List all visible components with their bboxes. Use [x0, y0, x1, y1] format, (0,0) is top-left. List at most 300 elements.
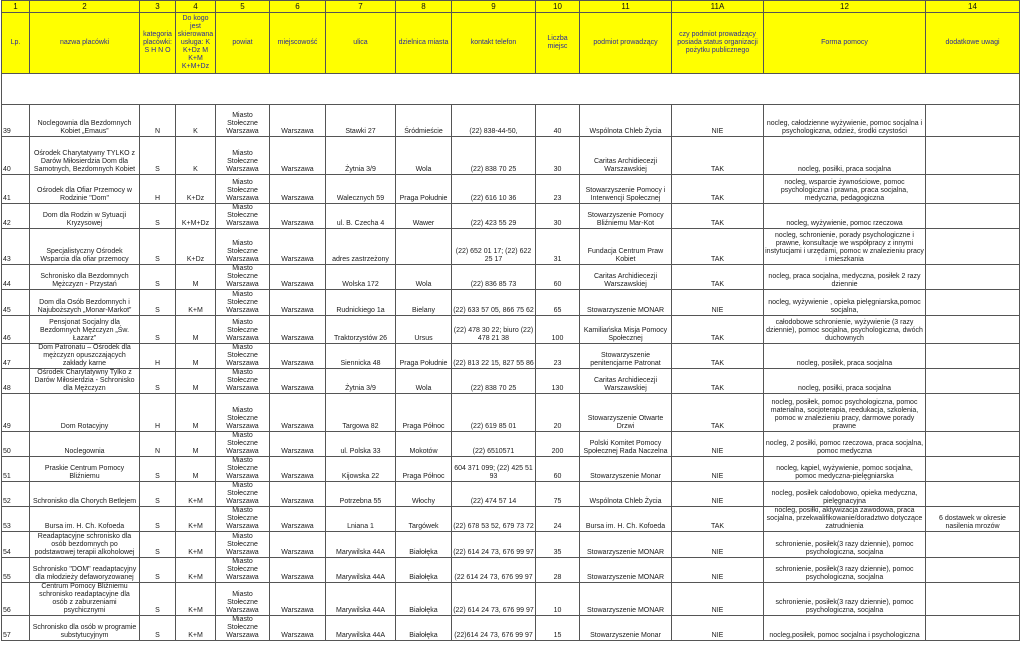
row-miejscowosc: Warszawa [270, 105, 326, 137]
row-lp: 53 [2, 507, 30, 532]
row-nazwa: Noclegownia dla Bezdomnych Kobiet „Emaus” [30, 105, 140, 137]
row-liczba: 24 [536, 507, 580, 532]
row-ulica: Rudnickiego 1a [326, 290, 396, 316]
row-miejscowosc: Warszawa [270, 344, 326, 369]
row-podmiot: Stowarzyszenie Monar [580, 457, 672, 482]
row-lp: 46 [2, 316, 30, 344]
row-uwagi [926, 265, 1020, 290]
row-nazwa: Ośrodek dla Ofiar Przemocy w Rodzinie "Dom" [30, 175, 140, 204]
row-ulica: Żytnia 3/9 [326, 137, 396, 175]
table-row [2, 532, 1020, 558]
row-nazwa: Schronisko dla osób w programie substytucyjnym [30, 616, 140, 641]
row-telefon: (22) 838 70 25 [452, 369, 536, 394]
row-liczba: 60 [536, 457, 580, 482]
row-forma: nocleg, posiłek całodobowo, opieka medyczna, pielęgnacyjna [764, 482, 926, 507]
row-opp: TAK [672, 507, 764, 532]
table-row [2, 265, 1020, 290]
row-telefon: (22)614 24 73, 676 99 97 [452, 616, 536, 641]
row-liczba: 200 [536, 432, 580, 457]
row-nazwa: Noclegownia [30, 432, 140, 457]
row-nazwa: Schronisko dla Chorych Betlejem [30, 482, 140, 507]
row-ulica: Targowa 82 [326, 394, 396, 432]
row-uwagi [926, 558, 1020, 583]
row-powiat: Miasto Stołeczne Warszawa [216, 532, 270, 558]
table-row [2, 105, 1020, 137]
row-kategoria: S [140, 457, 176, 482]
table-row [2, 583, 1020, 616]
row-opp: NIE [672, 432, 764, 457]
row-do-kogo: K+M [176, 290, 216, 316]
row-kategoria: S [140, 616, 176, 641]
row-forma: nocleg, posiłki, aktywizacja zawodowa, praca socjalna, przekwalifikowanie/doradztwo dotyczące zatrudnienia [764, 507, 926, 532]
row-liczba: 30 [536, 137, 580, 175]
row-do-kogo: M [176, 265, 216, 290]
row-opp: TAK [672, 394, 764, 432]
row-dzielnica: Praga Południe [396, 175, 452, 204]
row-forma: nocleg, posiłek, pomoc psychologiczna, pomoc materialna, socjoterapia, reedukacja, szkolenia, pomoc w znalezieniu pracy, darmowe porady prawne [764, 394, 926, 432]
row-opp: TAK [672, 175, 764, 204]
row-dzielnica: Targówek [396, 507, 452, 532]
row-powiat: Miasto Stołeczne Warszawa [216, 616, 270, 641]
row-do-kogo: M [176, 369, 216, 394]
row-miejscowosc: Warszawa [270, 137, 326, 175]
row-miejscowosc: Warszawa [270, 558, 326, 583]
row-do-kogo: M [176, 432, 216, 457]
row-podmiot: Stowarzyszenie Pomocy i Interwencji Społecznej [580, 175, 672, 204]
row-powiat: Miasto Stołeczne Warszawa [216, 394, 270, 432]
row-telefon: (22) 838 70 25 [452, 137, 536, 175]
row-telefon: (22) 474 57 14 [452, 482, 536, 507]
row-podmiot: Stowarzyszenie MONAR [580, 532, 672, 558]
row-telefon: (22) 836 85 73 [452, 265, 536, 290]
row-lp: 48 [2, 369, 30, 394]
row-forma: schronienie, posiłek(3 razy dziennie), pomoc psychologiczna, socjalna [764, 532, 926, 558]
row-ulica: Siennicka 48 [326, 344, 396, 369]
row-forma: nocleg, praca socjalna, medyczna, posiłek 2 razy dziennie [764, 265, 926, 290]
header-lp: Lp. [2, 13, 30, 74]
row-kategoria: N [140, 105, 176, 137]
row-lp: 45 [2, 290, 30, 316]
row-nazwa: Specjalistyczny Ośrodek Wsparcia dla ofiar przemocy [30, 229, 140, 265]
column-number-row [2, 1, 1020, 13]
row-dzielnica: Bielany [396, 290, 452, 316]
row-miejscowosc: Warszawa [270, 175, 326, 204]
row-ulica: Lniana 1 [326, 507, 396, 532]
row-telefon: (22) 813 22 15, 827 55 86 [452, 344, 536, 369]
row-ulica: Marywilska 44A [326, 616, 396, 641]
table-row [2, 204, 1020, 229]
row-miejscowosc: Warszawa [270, 616, 326, 641]
row-ulica: ul. B. Czecha 4 [326, 204, 396, 229]
row-telefon: (22) 423 55 29 [452, 204, 536, 229]
header-ulica: ulica [326, 13, 396, 74]
row-miejscowosc: Warszawa [270, 316, 326, 344]
row-podmiot: Stowarzyszenie MONAR [580, 290, 672, 316]
row-ulica: Walecznych 59 [326, 175, 396, 204]
row-liczba: 65 [536, 290, 580, 316]
row-do-kogo: M [176, 344, 216, 369]
row-forma: nocleg, posiłek, praca socjalna [764, 344, 926, 369]
row-dzielnica: Białołęka [396, 616, 452, 641]
row-nazwa: Dom dla Osób Bezdomnych i Najuboższych „Monar-Markot” [30, 290, 140, 316]
row-telefon: (22) 616 10 36 [452, 175, 536, 204]
row-nazwa: Dom Rotacyjny [30, 394, 140, 432]
row-uwagi [926, 316, 1020, 344]
row-dzielnica: Praga Południe [396, 344, 452, 369]
row-dzielnica: Białołęka [396, 532, 452, 558]
row-forma: nocleg, schronienie, porady psychologiczne i prawne, konsultacje we współpracy z innymi instytucjami i urzędami, pomoc w znalezieniu pracy i mieszkania [764, 229, 926, 265]
row-uwagi [926, 105, 1020, 137]
row-liczba: 10 [536, 583, 580, 616]
row-telefon: 604 371 099; (22) 425 51 93 [452, 457, 536, 482]
row-podmiot: Caritas Archidiecezji Warszawskiej [580, 137, 672, 175]
row-uwagi [926, 532, 1020, 558]
row-powiat: Miasto Stołeczne Warszawa [216, 137, 270, 175]
row-nazwa: Ośrodek Charytatywny TYLKO z Darów Miłosierdzia Dom dla Samotnych, Bezdomnych Kobiet [30, 137, 140, 175]
row-ulica: Marywilska 44A [326, 532, 396, 558]
header-nazwa: nazwa placówki [30, 13, 140, 74]
table-row [2, 432, 1020, 457]
row-podmiot: Fundacja Centrum Praw Kobiet [580, 229, 672, 265]
row-opp: NIE [672, 616, 764, 641]
row-liczba: 30 [536, 204, 580, 229]
row-miejscowosc: Warszawa [270, 507, 326, 532]
row-telefon: (22) 838-44-50, [452, 105, 536, 137]
row-telefon: (22) 619 85 01 [452, 394, 536, 432]
row-podmiot: Caritas Archidiecezji Warszawskiej [580, 265, 672, 290]
row-forma: nocleg, wyżywienie , opieka pielęgniarska,pomoc socjalna, [764, 290, 926, 316]
row-miejscowosc: Warszawa [270, 394, 326, 432]
table-row [2, 482, 1020, 507]
row-miejscowosc: Warszawa [270, 369, 326, 394]
row-podmiot: Stowarzyszenie Monar [580, 616, 672, 641]
column-number: 11A [672, 1, 764, 13]
row-powiat: Miasto Stołeczne Warszawa [216, 265, 270, 290]
row-kategoria: S [140, 229, 176, 265]
row-kategoria: S [140, 204, 176, 229]
row-uwagi [926, 344, 1020, 369]
table-row [2, 457, 1020, 482]
row-dzielnica: Białołęka [396, 558, 452, 583]
row-do-kogo: K+M [176, 532, 216, 558]
row-powiat: Miasto Stołeczne Warszawa [216, 558, 270, 583]
row-ulica: Stawki 27 [326, 105, 396, 137]
header-miejscowosc: miejscowość [270, 13, 326, 74]
row-powiat: Miasto Stołeczne Warszawa [216, 507, 270, 532]
table-row [2, 616, 1020, 641]
row-ulica: Marywilska 44A [326, 558, 396, 583]
row-uwagi [926, 290, 1020, 316]
row-forma: schronienie, posiłek(3 razy dziennie), pomoc psychologiczna, socjalna [764, 558, 926, 583]
row-powiat: Miasto Stołeczne Warszawa [216, 105, 270, 137]
row-miejscowosc: Warszawa [270, 290, 326, 316]
table-row [2, 290, 1020, 316]
row-powiat: Miasto Stołeczne Warszawa [216, 290, 270, 316]
row-liczba: 60 [536, 265, 580, 290]
row-forma: nocleg, całodzienne wyżywienie, pomoc socjalna i psychologiczna, odzież, środki czystości [764, 105, 926, 137]
row-ulica: Marywilska 44A [326, 583, 396, 616]
row-podmiot: Bursa im. H. Ch. Kofoeda [580, 507, 672, 532]
row-liczba: 31 [536, 229, 580, 265]
row-liczba: 75 [536, 482, 580, 507]
row-miejscowosc: Warszawa [270, 457, 326, 482]
row-miejscowosc: Warszawa [270, 583, 326, 616]
row-liczba: 40 [536, 105, 580, 137]
row-do-kogo: K+M [176, 507, 216, 532]
column-number: 2 [30, 1, 140, 13]
row-do-kogo: M [176, 457, 216, 482]
row-liczba: 23 [536, 175, 580, 204]
row-lp: 50 [2, 432, 30, 457]
row-uwagi [926, 175, 1020, 204]
row-podmiot: Stowarzyszenie penitencjarne Patronat [580, 344, 672, 369]
row-podmiot: Caritas Archidiecezji Warszawskiej [580, 369, 672, 394]
row-powiat: Miasto Stołeczne Warszawa [216, 316, 270, 344]
row-nazwa: Ośrodek Charytatywny Tylko z Darów Miłosierdzia - Schronisko dla Mężczyzn [30, 369, 140, 394]
row-lp: 43 [2, 229, 30, 265]
row-kategoria: H [140, 175, 176, 204]
row-nazwa: Dom Patronatu – Ośrodek dla mężczyzn opuszczających zakłady karne [30, 344, 140, 369]
row-lp: 49 [2, 394, 30, 432]
row-lp: 44 [2, 265, 30, 290]
row-kategoria: S [140, 265, 176, 290]
row-lp: 40 [2, 137, 30, 175]
row-uwagi [926, 394, 1020, 432]
row-miejscowosc: Warszawa [270, 204, 326, 229]
header-do-kogo: Do kogo jest skierowana usługa: K K+Dz M K+M K+M+Dz [176, 13, 216, 74]
row-do-kogo: K+M [176, 558, 216, 583]
row-telefon: (22 614 24 73, 676 99 97 [452, 558, 536, 583]
table-row [2, 394, 1020, 432]
row-uwagi [926, 432, 1020, 457]
row-dzielnica: Włochy [396, 482, 452, 507]
row-forma: nocleg, wsparcie żywnościowe, pomoc psychologiczna i prawna, praca socjalna, medyczna, pedagogiczna [764, 175, 926, 204]
table-row [2, 507, 1020, 532]
row-liczba: 35 [536, 532, 580, 558]
row-forma: nocleg, kąpiel, wyżywienie, pomoc socjalna, pomoc medyczna-pielęgniarska [764, 457, 926, 482]
table-row [2, 344, 1020, 369]
row-powiat: Miasto Stołeczne Warszawa [216, 229, 270, 265]
row-nazwa: Centrum Pomocy Bliźniemu schronisko readaptacyjne dla osób z zaburzeniami psychicznymi [30, 583, 140, 616]
row-kategoria: S [140, 369, 176, 394]
row-dzielnica: Praga Północ [396, 457, 452, 482]
row-kategoria: N [140, 432, 176, 457]
row-do-kogo: K+M [176, 616, 216, 641]
row-uwagi [926, 583, 1020, 616]
table-row [2, 558, 1020, 583]
row-liczba: 20 [536, 394, 580, 432]
row-podmiot: Stowarzyszenie Pomocy Bliźniemu Mar-Kot [580, 204, 672, 229]
row-opp: NIE [672, 583, 764, 616]
row-lp: 55 [2, 558, 30, 583]
row-liczba: 100 [536, 316, 580, 344]
column-number: 3 [140, 1, 176, 13]
row-podmiot: Wspólnota Chleb Życia [580, 482, 672, 507]
row-ulica: Kijowska 22 [326, 457, 396, 482]
row-dzielnica: Mokotów [396, 432, 452, 457]
row-lp: 41 [2, 175, 30, 204]
column-number: 5 [216, 1, 270, 13]
row-uwagi: 6 dostawek w okresie nasilenia mrozów [926, 507, 1020, 532]
header-kategoria: kategoria placówki: S H N O [140, 13, 176, 74]
table-body [2, 105, 1020, 641]
row-podmiot: Stowarzyszenie Otwarte Drzwi [580, 394, 672, 432]
row-liczba: 15 [536, 616, 580, 641]
row-podmiot: Wspólnota Chleb Życia [580, 105, 672, 137]
row-uwagi [926, 229, 1020, 265]
row-nazwa: Schronisko dla Bezdomnych Mężczyzn - Przystań [30, 265, 140, 290]
row-opp: NIE [672, 532, 764, 558]
row-nazwa: Dom dla Rodzin w Sytuacji Kryzysowej [30, 204, 140, 229]
row-powiat: Miasto Stołeczne Warszawa [216, 432, 270, 457]
row-dzielnica [396, 229, 452, 265]
header-liczba: Liczba miejsc [536, 13, 580, 74]
row-kategoria: S [140, 290, 176, 316]
row-dzielnica: Wola [396, 369, 452, 394]
row-uwagi [926, 482, 1020, 507]
row-telefon: (22) 6510571 [452, 432, 536, 457]
column-number: 4 [176, 1, 216, 13]
row-powiat: Miasto Stołeczne Warszawa [216, 204, 270, 229]
row-lp: 57 [2, 616, 30, 641]
row-lp: 56 [2, 583, 30, 616]
row-miejscowosc: Warszawa [270, 432, 326, 457]
row-ulica: adres zastrzeżony [326, 229, 396, 265]
column-number: 9 [452, 1, 536, 13]
row-lp: 54 [2, 532, 30, 558]
row-podmiot: Kamiliańska Misja Pomocy Społecznej [580, 316, 672, 344]
row-opp: NIE [672, 482, 764, 507]
row-lp: 39 [2, 105, 30, 137]
row-nazwa: Pensjonat Socjalny dla Bezdomnych Mężczyzn „Św. Łazarz” [30, 316, 140, 344]
row-kategoria: S [140, 507, 176, 532]
row-uwagi [926, 369, 1020, 394]
table-row [2, 316, 1020, 344]
row-do-kogo: M [176, 316, 216, 344]
column-number: 1 [2, 1, 30, 13]
header-kontakt: kontakt telefon [452, 13, 536, 74]
row-forma: nocleg, 2 posiłki, pomoc rzeczowa, praca socjalna, pomoc medyczna [764, 432, 926, 457]
row-uwagi [926, 616, 1020, 641]
row-dzielnica: Praga Północ [396, 394, 452, 432]
column-number: 11 [580, 1, 672, 13]
row-opp: NIE [672, 558, 764, 583]
row-lp: 52 [2, 482, 30, 507]
row-ulica: Żytnia 3/9 [326, 369, 396, 394]
row-opp: TAK [672, 204, 764, 229]
header-row [2, 13, 1020, 74]
row-miejscowosc: Warszawa [270, 229, 326, 265]
row-powiat: Miasto Stołeczne Warszawa [216, 175, 270, 204]
row-liczba: 23 [536, 344, 580, 369]
row-podmiot: Polski Komitet Pomocy Społecznej Rada Naczelna [580, 432, 672, 457]
row-uwagi [926, 457, 1020, 482]
row-ulica: Potrzebna 55 [326, 482, 396, 507]
row-opp: NIE [672, 457, 764, 482]
row-powiat: Miasto Stołeczne Warszawa [216, 457, 270, 482]
row-liczba: 28 [536, 558, 580, 583]
row-forma: nocleg, posiłki, praca socjalna [764, 369, 926, 394]
row-kategoria: S [140, 137, 176, 175]
column-number: 12 [764, 1, 926, 13]
column-number: 10 [536, 1, 580, 13]
column-number: 6 [270, 1, 326, 13]
row-forma: całodobowe schronienie, wyżywienie (3 razy dziennie), pomoc socjalna, psychologiczna, dwóch duchownych [764, 316, 926, 344]
row-dzielnica: Białołęka [396, 583, 452, 616]
row-telefon: (22) 478 30 22; biuro (22) 478 21 38 [452, 316, 536, 344]
row-nazwa: Readaptacyjne schronisko dla osób bezdomnych po podstawowej terapii alkoholowej [30, 532, 140, 558]
row-kategoria: S [140, 558, 176, 583]
row-do-kogo: K [176, 137, 216, 175]
row-lp: 42 [2, 204, 30, 229]
row-powiat: Miasto Stołeczne Warszawa [216, 344, 270, 369]
row-opp: NIE [672, 105, 764, 137]
table-row [2, 175, 1020, 204]
row-opp: NIE [672, 290, 764, 316]
institutions-table [1, 0, 1020, 641]
table-row [2, 137, 1020, 175]
row-miejscowosc: Warszawa [270, 482, 326, 507]
row-ulica: ul. Polska 33 [326, 432, 396, 457]
header-dzielnica: dzielnica miasta [396, 13, 452, 74]
row-do-kogo: K+M [176, 583, 216, 616]
row-ulica: Wolska 172 [326, 265, 396, 290]
row-lp: 51 [2, 457, 30, 482]
row-lp: 47 [2, 344, 30, 369]
row-kategoria: H [140, 394, 176, 432]
row-forma: schronienie, posiłek(3 razy dziennie), pomoc psychologiczna, socjalna [764, 583, 926, 616]
row-opp: TAK [672, 369, 764, 394]
row-do-kogo: K+Dz [176, 175, 216, 204]
row-miejscowosc: Warszawa [270, 265, 326, 290]
column-number: 8 [396, 1, 452, 13]
row-do-kogo: K+Dz [176, 229, 216, 265]
column-number: 7 [326, 1, 396, 13]
row-opp: TAK [672, 265, 764, 290]
row-do-kogo: K+M+Dz [176, 204, 216, 229]
row-do-kogo: K+M [176, 482, 216, 507]
row-telefon: (22) 614 24 73, 676 99 97 [452, 532, 536, 558]
row-telefon: (22) 633 57 05, 866 75 62 [452, 290, 536, 316]
row-podmiot: Stowarzyszenie MONAR [580, 558, 672, 583]
header-uwagi: dodatkowe uwagi [926, 13, 1020, 74]
row-opp: TAK [672, 344, 764, 369]
row-nazwa: Schronisko "DOM" readaptacyjny dla młodzieży defaworyzowanej [30, 558, 140, 583]
row-dzielnica: Wola [396, 265, 452, 290]
table-row [2, 369, 1020, 394]
header-opp: czy podmiot prowadzący posiada status organizacji pożytku publicznego [672, 13, 764, 74]
row-opp: TAK [672, 137, 764, 175]
row-dzielnica: Ursus [396, 316, 452, 344]
header-forma: Forma pomocy [764, 13, 926, 74]
row-miejscowosc: Warszawa [270, 532, 326, 558]
row-forma: nocleg, wyżywienie, pomoc rzeczowa [764, 204, 926, 229]
header-powiat: powiat [216, 13, 270, 74]
row-dzielnica: Śródmieście [396, 105, 452, 137]
header-podmiot: podmiot prowadzący [580, 13, 672, 74]
row-powiat: Miasto Stołeczne Warszawa [216, 583, 270, 616]
row-opp: TAK [672, 229, 764, 265]
row-nazwa: Praskie Centrum Pomocy Bliźniemu [30, 457, 140, 482]
row-kategoria: S [140, 482, 176, 507]
row-podmiot: Stowarzyszenie MONAR [580, 583, 672, 616]
row-telefon: (22) 678 53 52, 679 73 72 [452, 507, 536, 532]
row-dzielnica: Wawer [396, 204, 452, 229]
row-dzielnica: Wola [396, 137, 452, 175]
row-kategoria: S [140, 583, 176, 616]
row-ulica: Traktorzystów 26 [326, 316, 396, 344]
row-powiat: Miasto Stołeczne Warszawa [216, 369, 270, 394]
